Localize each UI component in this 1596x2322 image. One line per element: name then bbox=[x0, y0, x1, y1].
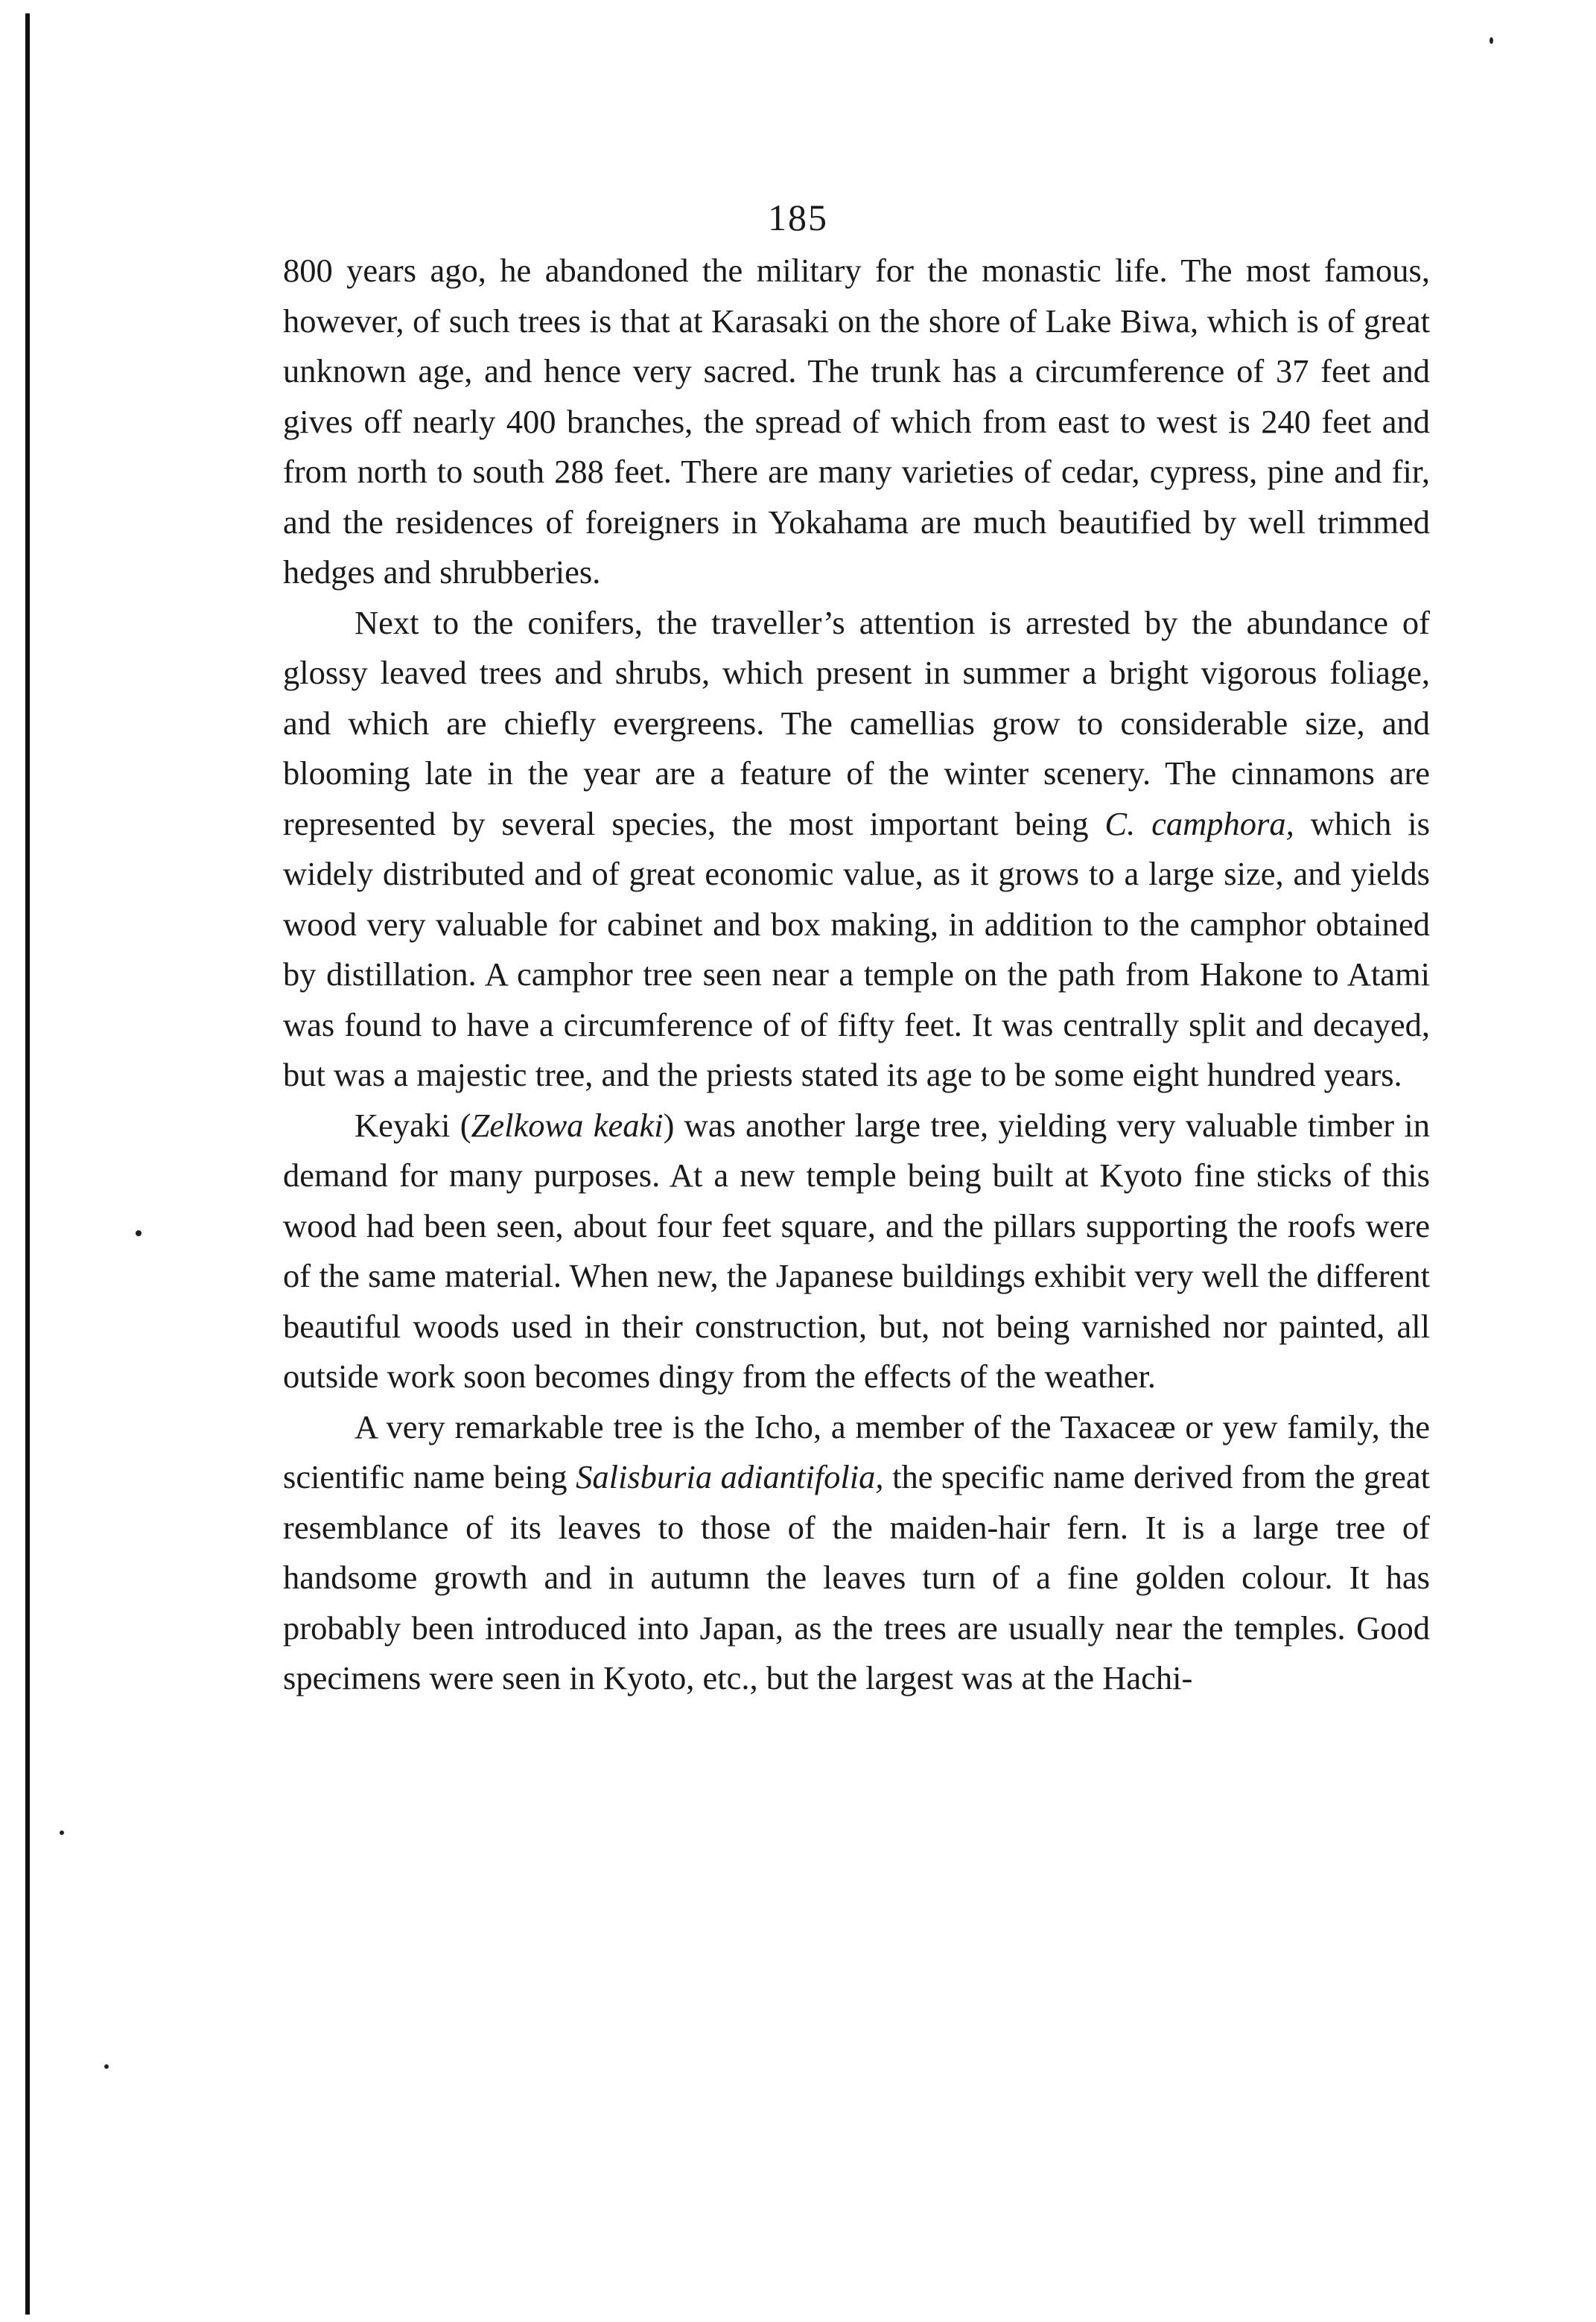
text-segment: ) was another large tree, yielding very valuable timber in demand for many purposes. At a new temple being built at Kyoto fine sticks of this wood had been seen, about four feet square, and the pillars supporting the roofs were of the same material. When new, the Japanese buildings exhibit very well the different beautiful woods used in their construction, but, not being varnished nor painted, all outside work soon becomes dingy from the effects of the weather. bbox=[283, 1106, 1430, 1395]
italic-text: Zelkowa keaki bbox=[471, 1106, 664, 1144]
scan-speck bbox=[104, 2064, 109, 2069]
scan-edge-mark bbox=[25, 13, 30, 2315]
scan-speck bbox=[1490, 37, 1493, 44]
paragraph bbox=[283, 1101, 1430, 1402]
text-segment: A very remarkable tree is the Icho, a member of the Taxaceæ or yew family, the scientific name being bbox=[283, 1407, 1430, 1495]
paragraph bbox=[283, 598, 1430, 1101]
text-segment: which is widely distributed and of great economic value, as it grows to a large size, and yields wood very valuable for cabinet and box making, in addition to the camphor obtained by distillation. A camphor tree seen near a temple on the path from Hakone to Atami was found to have a circumference of of fifty feet. It was centrally split and decayed, but was a majestic tree, and the priests stated its age to be some eight hundred years. bbox=[283, 804, 1430, 1093]
scan-speck bbox=[60, 1830, 64, 1835]
text-segment: 800 years ago, he abandoned the military for the monastic life. The most famous, however, of such trees is that at Karasaki on the shore of Lake Biwa, which is of great unknown age, and hence very sacred. The trunk has a circumference of 37 feet and gives off nearly 400 branches, the spread of which from east to west is 240 feet and from north to south 288 feet. There are many varieties of cedar, cypress, pine and fir, and the residences of foreigners in Yokahama are much beautified by well trimmed hedges and shrubberies. bbox=[283, 252, 1430, 591]
italic-text: Salisburia adiantifolia, bbox=[576, 1458, 884, 1495]
scan-speck bbox=[136, 1230, 142, 1236]
body-text bbox=[283, 246, 1430, 1704]
text-segment: the specific name derived from the great resemblance of its leaves to those of the maiden-hair fern. It is a large tree of handsome growth and in autumn the leaves turn of a fine golden colour. It has probably been introduced into Japan, as the trees are usually near the temples. Good specimens were seen in Kyoto, etc., but the largest was at the Hachi- bbox=[283, 1458, 1430, 1696]
text-segment: Keyaki ( bbox=[355, 1106, 471, 1144]
text-segment: Next to the conifers, the traveller’s attention is arrested by the abundance of glossy leaved trees and shrubs, which present in summer a bright vigorous foliage, and which are chiefly evergreens. The camellias grow to considerable size, and blooming late in the year are a feature of the winter scenery. The cinnamons are represented by several species, the most important being bbox=[283, 603, 1430, 842]
paragraph bbox=[283, 246, 1430, 598]
page-number: 185 bbox=[768, 197, 828, 238]
paragraph bbox=[283, 1402, 1430, 1704]
italic-text: C. camphora, bbox=[1104, 804, 1294, 842]
